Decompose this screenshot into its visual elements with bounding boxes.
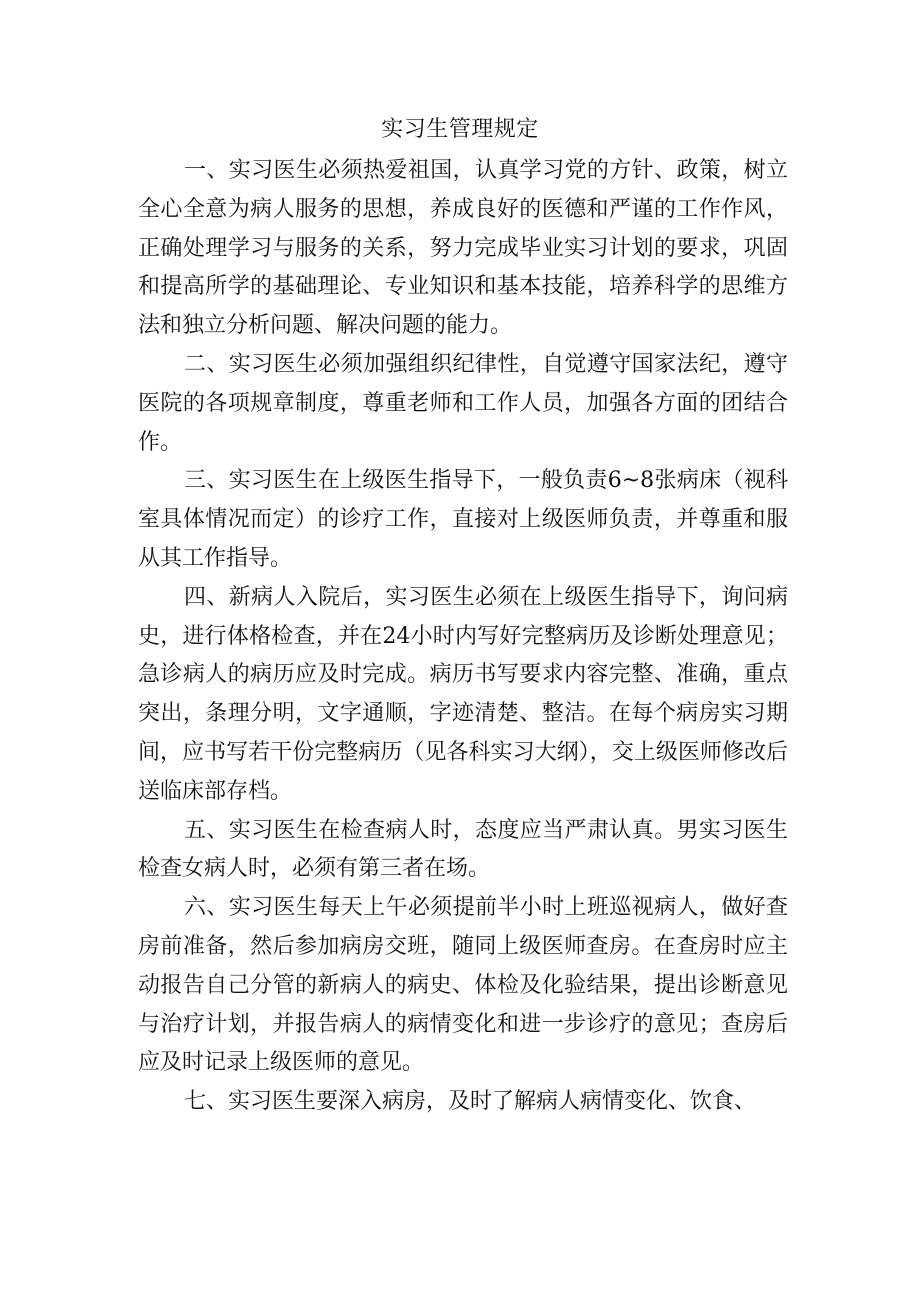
paragraph-3: 三、实习医生在上级医生指导下，一般负责6~8张病床（视科室具体情况而定）的诊疗工作，直接对上级医师负责，并尊重和服从其工作指导。 — [138, 468, 788, 571]
document-title: 实习生管理规定 — [381, 117, 539, 142]
paragraph-4: 四、新病人入院后，实习医生必须在上级医生指导下，询问病史，进行体格检查，并在24小时内写好完整病历及诊断处理意见；急诊病人的病历应及时完成。病历书写要求内容完整、准确，重点突出，条理分明，文字通顺，字迹清楚、整洁。在每个病房实习期间，应书写若干份完整病历（见各科实习大纲），交上级医师修改后送临床部存档。 — [138, 584, 788, 804]
document-body — [138, 152, 788, 1122]
paragraph-2: 二、实习医生必须加强组织纪律性，自觉遵守国家法纪，遵守医院的各项规章制度，尊重老师和工作人员，加强各方面的团结合作。 — [138, 351, 788, 455]
paragraph-5: 五、实习医生在检查病人时，态度应当严肃认真。男实习医生检查女病人时，必须有第三者在场。 — [138, 817, 788, 882]
paragraph-6: 六、实习医生每天上午必须提前半小时上班巡视病人，做好查房前准备，然后参加病房交班，随同上级医师查房。在查房时应主动报告自己分管的新病人的病史、体检及化验结果，提出诊断意见与治疗计划，并报告病人的病情变化和进一步诊疗的意见；查房后应及时记录上级医师的意见。 — [138, 895, 788, 1076]
paragraph-7: 七、实习医生要深入病房，及时了解病人病情变化、饮食、 — [184, 1089, 757, 1115]
paragraph-1: 一、实习医生必须热爱祖国，认真学习党的方针、政策，树立全心全意为病人服务的思想，养成良好的医德和严谨的工作作风，正确处理学习与服务的关系，努力完成毕业实习计划的要求，巩固和提高所学的基础理论、专业知识和基本技能，培养科学的思维方法和独立分析问题、解决问题的能力。 — [138, 158, 788, 339]
